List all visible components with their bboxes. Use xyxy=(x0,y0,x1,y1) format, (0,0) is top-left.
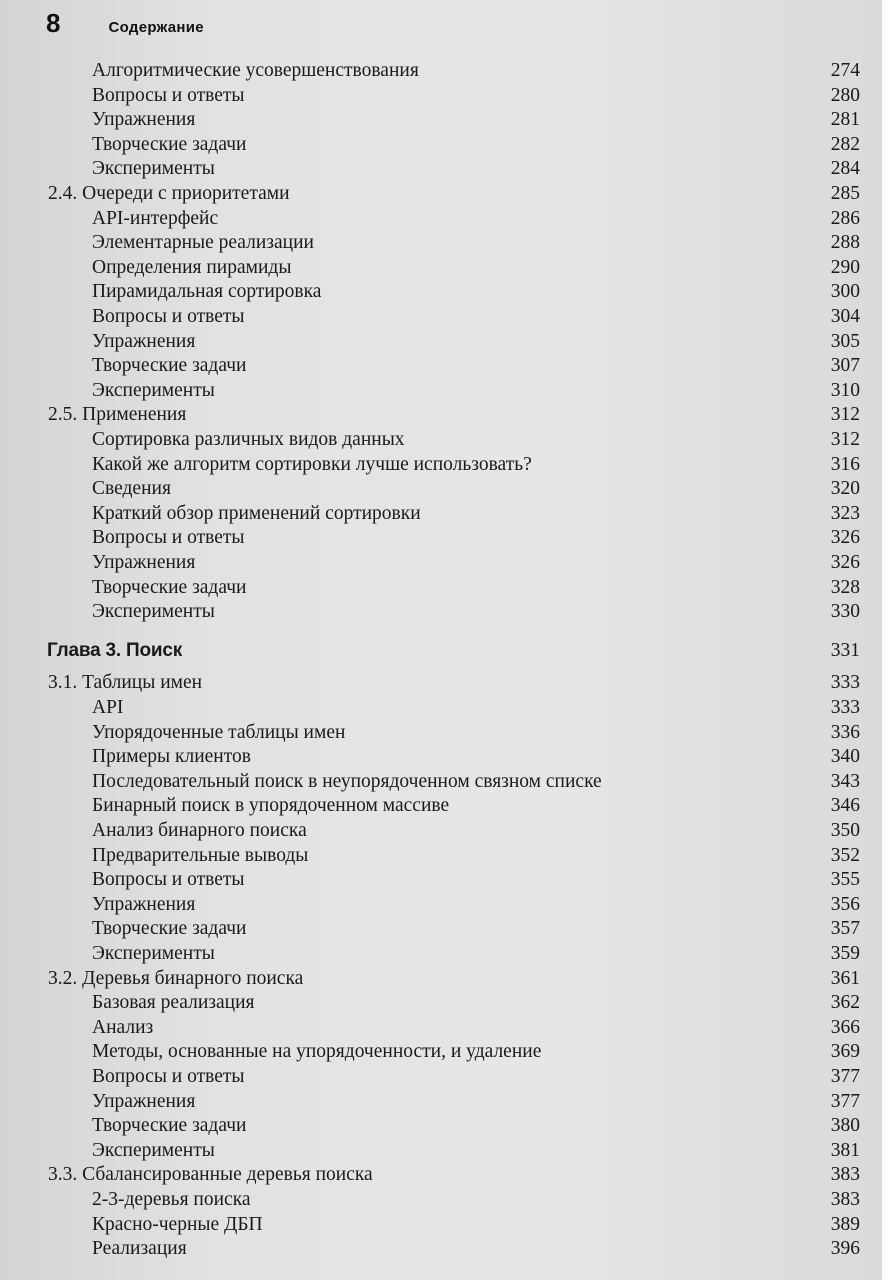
toc-page-number: 383 xyxy=(830,1164,860,1185)
toc-page-number: 288 xyxy=(830,232,860,253)
toc-subsection-row xyxy=(0,207,882,231)
toc-page-number: 377 xyxy=(830,1091,860,1112)
toc-subsection-row xyxy=(0,745,882,769)
running-title: Содержание xyxy=(108,19,204,36)
toc-entry-title: Глава 3. Поиск xyxy=(47,640,183,661)
toc-page-number: 282 xyxy=(830,134,860,155)
toc-entry-title: Упражнения xyxy=(92,894,196,915)
toc-subsection-row xyxy=(0,600,882,624)
toc-page-number: 362 xyxy=(830,992,860,1013)
toc-entry-title: Вопросы и ответы xyxy=(92,869,245,890)
toc-page-number: 326 xyxy=(830,527,860,548)
toc-section-row xyxy=(0,671,882,695)
toc-subsection-row xyxy=(0,721,882,745)
toc-subsection-row xyxy=(0,108,882,132)
toc-page-number: 316 xyxy=(830,454,860,475)
toc-subsection-row xyxy=(0,330,882,354)
toc-subsection-row xyxy=(0,868,882,892)
toc-page-number: 330 xyxy=(830,601,860,622)
toc-entry-title: 3.3. Сбалансированные деревья поиска xyxy=(48,1164,373,1185)
toc-entry-title: 2.4. Очереди с приоритетами xyxy=(48,183,290,204)
toc-page-number: 333 xyxy=(830,697,860,718)
toc-entry-title: Эксперименты xyxy=(92,380,215,401)
toc-subsection-row xyxy=(0,819,882,843)
toc-entry-title: Методы, основанные на упорядоченности, и удаление xyxy=(92,1041,542,1062)
toc-section-row xyxy=(0,182,882,206)
toc-subsection-row xyxy=(0,893,882,917)
toc-subsection-row xyxy=(0,280,882,304)
toc-page-number: 359 xyxy=(830,943,860,964)
toc-page-number: 361 xyxy=(830,968,860,989)
toc-entry-title: Упражнения xyxy=(92,1091,196,1112)
toc-entry-title: Сведения xyxy=(92,478,171,499)
toc-subsection-row xyxy=(0,576,882,600)
toc-entry-title: Примеры клиентов xyxy=(92,746,251,767)
toc-subsection-row xyxy=(0,794,882,818)
toc-page-number: 380 xyxy=(830,1115,860,1136)
toc-subsection-row xyxy=(0,551,882,575)
toc-page-number: 357 xyxy=(830,918,860,939)
toc-page-number: 290 xyxy=(830,257,860,278)
toc-entry-title: Пирамидальная сортировка xyxy=(92,281,322,302)
toc-page-number: 328 xyxy=(830,577,860,598)
toc-entry-title: Элементарные реализации xyxy=(92,232,314,253)
toc-page-number: 310 xyxy=(830,380,860,401)
toc-entry-title: Бинарный поиск в упорядоченном массиве xyxy=(92,795,450,816)
toc-entry-title: Какой же алгоритм сортировки лучше использовать? xyxy=(92,454,532,475)
toc-entry-title: Сортировка различных видов данных xyxy=(92,429,405,450)
toc-section-row xyxy=(0,967,882,991)
toc-subsection-row xyxy=(0,1114,882,1138)
toc-entry-title: Эксперименты xyxy=(92,158,215,179)
toc-page-number: 333 xyxy=(830,672,860,693)
toc-entry-title: API-интерфейс xyxy=(92,208,219,229)
toc-entry-title: Эксперименты xyxy=(92,1140,215,1161)
toc-subsection-row xyxy=(0,59,882,83)
toc-page-number: 366 xyxy=(830,1017,860,1038)
toc-page-number: 343 xyxy=(830,771,860,792)
toc-entry-title: 2-3-деревья поиска xyxy=(92,1189,251,1210)
toc-page-number: 300 xyxy=(830,281,860,302)
toc-entry-title: Анализ бинарного поиска xyxy=(92,820,307,841)
toc-page-number: 304 xyxy=(830,306,860,327)
toc-subsection-row xyxy=(0,942,882,966)
toc-page-number: 377 xyxy=(830,1066,860,1087)
toc-page-number: 326 xyxy=(830,552,860,573)
toc-section-row xyxy=(0,1163,882,1187)
toc-page-number: 312 xyxy=(830,429,860,450)
toc-page-number: 336 xyxy=(830,722,860,743)
toc-entry-title: Творческие задачи xyxy=(92,577,247,598)
toc-page-number: 286 xyxy=(830,208,860,229)
toc-section-row xyxy=(0,403,882,427)
toc-entry-title: Упражнения xyxy=(92,552,196,573)
toc-page-number: 331 xyxy=(830,640,860,661)
toc-subsection-row xyxy=(0,770,882,794)
toc-subsection-row xyxy=(0,696,882,720)
toc-page-number: 346 xyxy=(830,795,860,816)
toc-entry-title: 3.2. Деревья бинарного поиска xyxy=(48,968,304,989)
toc-entry-title: Вопросы и ответы xyxy=(92,1066,245,1087)
toc-entry-title: Упорядоченные таблицы имен xyxy=(92,722,346,743)
toc-subsection-row xyxy=(0,1237,882,1261)
toc-entry-title: Упражнения xyxy=(92,109,196,130)
toc-subsection-row xyxy=(0,256,882,280)
toc-entry-title: Реализация xyxy=(92,1238,187,1259)
toc-page-number: 280 xyxy=(830,85,860,106)
toc-entry-title: Эксперименты xyxy=(92,943,215,964)
toc-entry-title: Анализ xyxy=(92,1017,154,1038)
toc-entry-title: Эксперименты xyxy=(92,601,215,622)
toc-page-number: 369 xyxy=(830,1041,860,1062)
toc-page-number: 383 xyxy=(830,1189,860,1210)
toc-entry-title: Красно-черные ДБП xyxy=(92,1214,263,1235)
toc-page-number: 320 xyxy=(830,478,860,499)
toc-entry-title: Творческие задачи xyxy=(92,1115,247,1136)
toc-subsection-row xyxy=(0,1090,882,1114)
toc-page-number: 396 xyxy=(830,1238,860,1259)
toc-subsection-row xyxy=(0,305,882,329)
toc-page-number: 284 xyxy=(830,158,860,179)
toc-page-number: 340 xyxy=(830,746,860,767)
toc-entry-title: Творческие задачи xyxy=(92,918,247,939)
toc-subsection-row xyxy=(0,428,882,452)
toc-subsection-row xyxy=(0,502,882,526)
toc-subsection-row xyxy=(0,844,882,868)
toc-entry-title: Базовая реализация xyxy=(92,992,255,1013)
toc-entry-title: 3.1. Таблицы имен xyxy=(48,672,203,693)
toc-page-number: 281 xyxy=(830,109,860,130)
toc-entry-title: Определения пирамиды xyxy=(92,257,292,278)
toc-entry-title: API xyxy=(92,697,124,718)
toc-entry-title: Упражнения xyxy=(92,331,196,352)
toc-subsection-row xyxy=(0,1065,882,1089)
toc-chapter-row xyxy=(0,639,882,663)
page-number: 8 xyxy=(46,8,61,38)
toc-page-number: 356 xyxy=(830,894,860,915)
toc-page-number: 355 xyxy=(830,869,860,890)
toc-subsection-row xyxy=(0,379,882,403)
toc-entry-title: Вопросы и ответы xyxy=(92,85,245,106)
toc-page-number: 381 xyxy=(830,1140,860,1161)
toc-page-number: 307 xyxy=(830,355,860,376)
toc-entry-title: Вопросы и ответы xyxy=(92,306,245,327)
toc-subsection-row xyxy=(0,1188,882,1212)
toc-page-number: 312 xyxy=(830,404,860,425)
toc-page-number: 389 xyxy=(830,1214,860,1235)
toc-subsection-row xyxy=(0,1016,882,1040)
toc-page-number: 323 xyxy=(830,503,860,524)
toc-subsection-row xyxy=(0,1213,882,1237)
toc-entry-title: Предварительные выводы xyxy=(92,845,309,866)
toc-entry-title: 2.5. Применения xyxy=(48,404,187,425)
toc-subsection-row xyxy=(0,991,882,1015)
toc-subsection-row xyxy=(0,477,882,501)
toc-subsection-row xyxy=(0,1139,882,1163)
toc-page-number: 274 xyxy=(830,60,860,81)
toc-entry-title: Последовательный поиск в неупорядоченном связном списке xyxy=(92,771,602,792)
toc-subsection-row xyxy=(0,453,882,477)
toc-entry-title: Алгоритмические усовершенствования xyxy=(92,60,419,81)
toc-entry-title: Вопросы и ответы xyxy=(92,527,245,548)
toc-subsection-row xyxy=(0,84,882,108)
toc-entry-title: Краткий обзор применений сортировки xyxy=(92,503,421,524)
toc-subsection-row xyxy=(0,157,882,181)
toc-subsection-row xyxy=(0,917,882,941)
toc-subsection-row xyxy=(0,526,882,550)
toc-page-number: 285 xyxy=(830,183,860,204)
toc-page-number: 305 xyxy=(830,331,860,352)
toc-page-number: 350 xyxy=(830,820,860,841)
toc-subsection-row xyxy=(0,133,882,157)
toc-subsection-row xyxy=(0,231,882,255)
toc-subsection-row xyxy=(0,1040,882,1064)
toc-entry-title: Творческие задачи xyxy=(92,134,247,155)
toc-subsection-row xyxy=(0,354,882,378)
toc-page-number: 352 xyxy=(830,845,860,866)
toc-entry-title: Творческие задачи xyxy=(92,355,247,376)
